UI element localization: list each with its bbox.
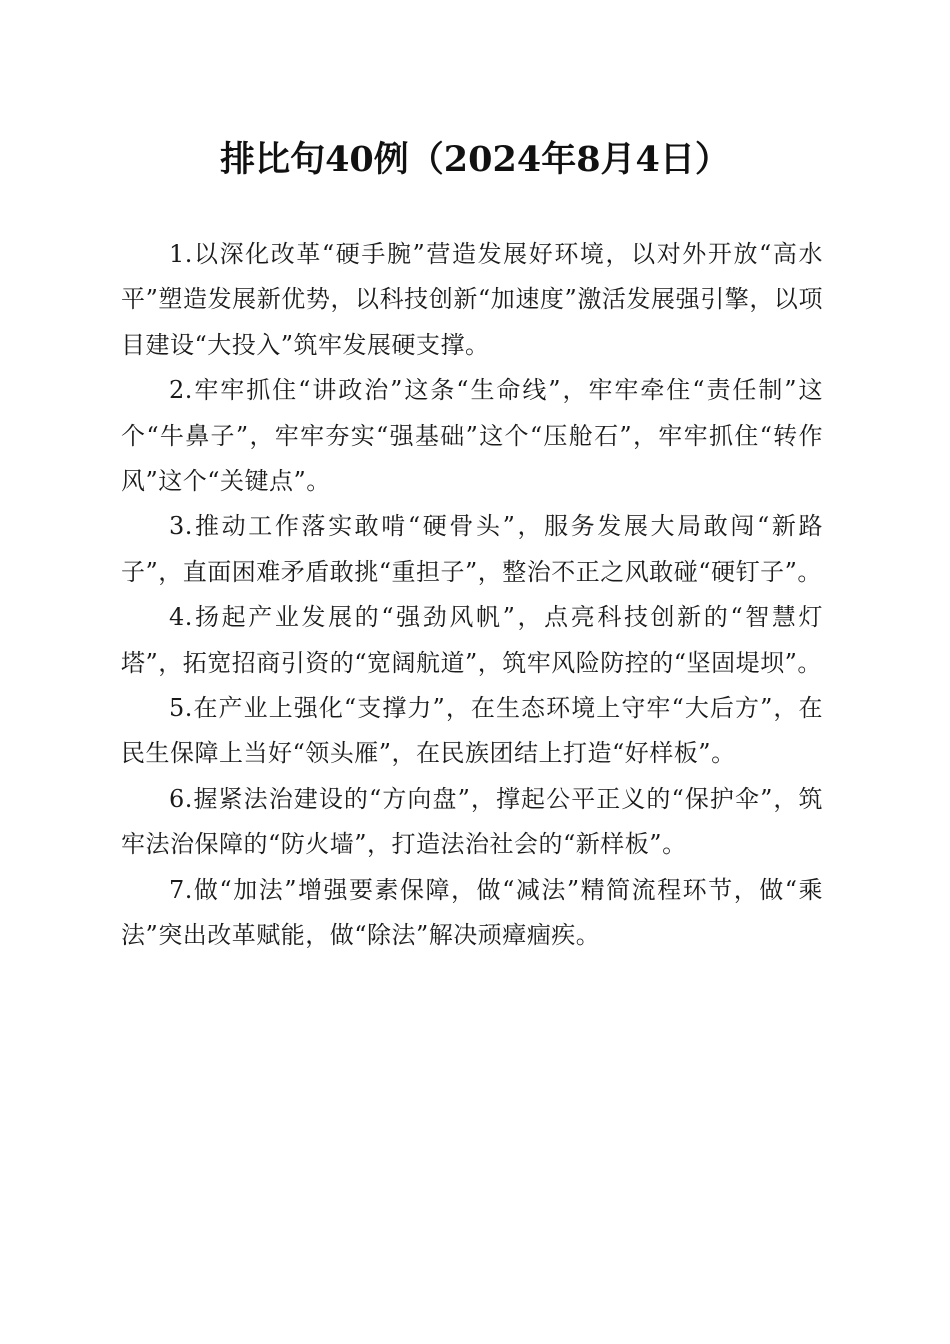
paragraph-5: 5.在产业上强化“支撑力”，在生态环境上守牢“大后方”，在民生保障上当好“领头雁”，在民族团结上打造“好样板”。 [121, 694, 823, 768]
paragraph-7: 7.做“加法”增强要素保障，做“减法”精简流程环节，做“乘法”突出改革赋能，做“除法”解决顽瘴痼疾。 [121, 875, 823, 950]
paragraph-3: 3.推动工作落实敢啃“硬骨头”，服务发展大局敢闯“新路子”，直面困难矛盾敢挑“重担子”，整治不正之风敢碰“硬钉子”。 [121, 512, 823, 586]
paragraph-6: 6.握紧法治建设的“方向盘”，撑起公平正义的“保护伞”，筑牢法治保障的“防火墙”，打造法治社会的“新样板”。 [121, 784, 823, 859]
paragraph-1: 1.以深化改革“硬手腕”营造发展好环境，以对外开放“高水平”塑造发展新优势，以科技创新“加速度”激活发展强引擎，以项目建设“大投入”筑牢发展硬支撑。 [121, 240, 823, 359]
paragraph-4: 4.扬起产业发展的“强劲风帆”，点亮科技创新的“智慧灯塔”，拓宽招商引资的“宽阔航道”，筑牢风险防控的“坚固堤坝”。 [121, 603, 823, 677]
document-body [121, 232, 823, 959]
paragraph-2: 2.牢牢抓住“讲政治”这条“生命线”，牢牢牵住“责任制”这个“牛鼻子”，牢牢夯实“强基础”这个“压舱石”，牢牢抓住“转作风”这个“关键点”。 [121, 376, 823, 496]
document-title: 排比句40例（2024年8月4日） [220, 139, 730, 180]
